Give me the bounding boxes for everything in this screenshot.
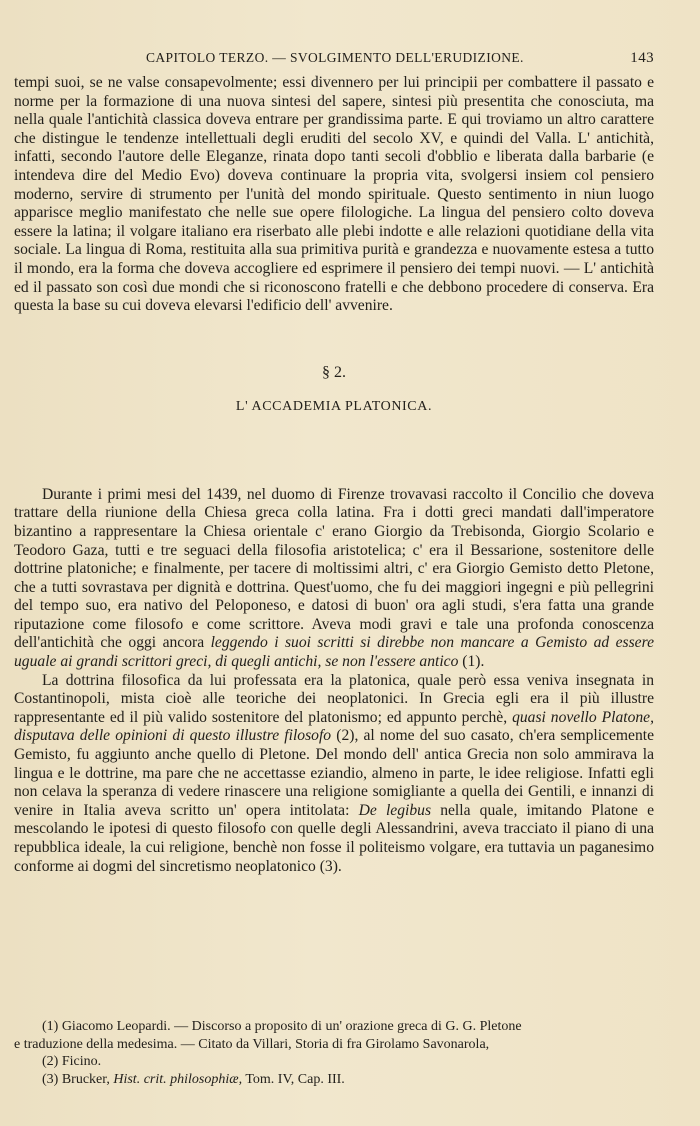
- footnote-3-work: Hist. crit. philosophiæ,: [113, 1071, 243, 1087]
- footnotes: [14, 1018, 654, 1088]
- paragraph-3-text-3: nella quale, imitando Platone e mescolando le ipotesi di questo filosofo con quelle degli Alessandrini, aveva tracciato il piano di una repubblica ideale, la cui religione, benchè non fosse il politeismo volgare, era tuttavia un paganesimo conforme ai dogmi del sincretismo neoplatonico (3).: [14, 801, 654, 875]
- footnote-2: (2) Ficino.: [42, 1054, 102, 1069]
- paragraph-3-title: De legibus: [358, 801, 432, 819]
- footnote-1-line-2: e traduzione della medesima. — Citato da Villari, Storia di fra Girolamo Savonarola,: [14, 1036, 490, 1052]
- page-number: 143: [630, 50, 654, 66]
- paragraph-3-text-1: La dottrina filosofica da lui professata era la platonica, quale però essa veniva insegnata in Costantinopoli, mista cioè alle teoriche dei neoplatonici. In Grecia egli era il più illustre rappresentante ed il più valido sostenitore del platonismo; ed appunto perchè,: [14, 671, 654, 726]
- paragraph-2-text: Durante i primi mesi del 1439, nel duomo di Firenze trovavasi raccolto il Concilio che doveva trattare della riunione della Chiesa greca colla latina. Fra i dotti greci mandati dall'imperatore bizantino a rappresentare la Chiesa orientale c' erano Giorgio da Trebisonda, Giorgio Scolario e Teodoro Gaza, tutti e tre seguaci della filosofia aristotelica; c' era il Bessarione, sostenitore delle dottrine platoniche; e finalmente, per tacere di moltissimi altri, c' era Giorgio Gemisto detto Pletone, che a tutti sovrastava per dignità e dottrina. Quest'uomo, che fu dei maggiori ingegni e più pellegrini del tempo suo, era nativo del Peloponeso, e datosi di buon' ora agli studi, s'era fatta una grande riputazione come filosofo e come scrittore. Aveva modi gravi e tale una profonda conoscenza dell'antichità che oggi ancora: [14, 485, 654, 652]
- footnote-1-line-1: (1) Giacomo Leopardi. — Discorso a proposito di un' orazione greca di G. G. Pletone: [42, 1019, 522, 1034]
- paragraph-2-quote: leggendo i suoi scritti si direbbe non mancare a Gemisto ad essere uguale ai grandi scrittori greci, di quegli antichi, se non l'essere antico: [14, 634, 654, 671]
- section-title: L' ACCADEMIA PLATONICA.: [235, 398, 433, 414]
- paragraph-2-tail: (1).: [458, 653, 485, 671]
- section-gap: [14, 418, 654, 486]
- footnote-3: [14, 1071, 654, 1089]
- section-number: § 2.: [322, 363, 346, 381]
- page-header: [14, 50, 654, 72]
- footnote-3-author: (3) Brucker,: [42, 1071, 114, 1087]
- paragraph-3: [14, 672, 654, 877]
- running-head: CAPITOLO TERZO. — SVOLGIMENTO DELL'ERUDIZIONE.: [146, 50, 524, 65]
- paragraph-3-text-2: (2), al nome del suo casato, ch'era semplicemente Gemisto, fu aggiunto anche quello di Pletone. Del mondo dell' antica Grecia non solo ammirava la lingua e le dottrine, ma pare che ne accettasse eziandio, almeno in parte, le idee religiose. Infatti egli non celava la speranza di vedere rinascere una religione somigliante a quella dei Gentili, e innanzi di venire in Italia aveva scritto un' opera intitolata:: [14, 727, 654, 819]
- footnote-3-ref: Tom. IV, Cap. III.: [242, 1071, 345, 1087]
- paragraph-3-quote: quasi novello Platone, disputava delle opinioni di questo illustre filosofo: [14, 708, 655, 745]
- paragraph-1: tempi suoi, se ne valse consapevolmente; essi divennero per lui principii per combattere il passato e norme per la formazione di una nuova sintesi del sapere, sintesi più presentita che conosciuta, ma nella quale l'antichità classica doveva entrare per grandissima parte. E qui troviamo un altro carattere che distingue le tendenze intellettuali degli eruditi del secolo XV, e quindi del Valla. L' antichità, infatti, secondo l'autore delle Eleganze, rinata dopo tanti secoli d'obblio e liberata dalla barbarie (e intendeva dire del Medio Evo) doveva continuare la propria vita, svolgersi insiem col pensiero moderno, servire di strumento per l'unità del mondo spirituale. Questo sentimento in niun luogo apparisce meglio manifestato che nelle sue opere filologiche. La lingua del pensiero colto doveva essere la latina; il volgare italiano era riserbato alle plebi indotte e alle relazioni quotidiane della vita sociale. La lingua di Roma, restituita alla sua primitiva purità e grandezza e nuovamente estesa a tutto il mondo, era la forma che doveva accogliere ed esprimere il pensiero dei tempi nuovi. — L' antichità ed il passato son così due mondi che si riconoscono fratelli e che debbono procedere di conserva. Era questa la base su cui doveva elevarsi l'edificio dell' avvenire.: [14, 74, 654, 315]
- paragraph-2: [14, 486, 654, 672]
- page-body: [14, 74, 654, 876]
